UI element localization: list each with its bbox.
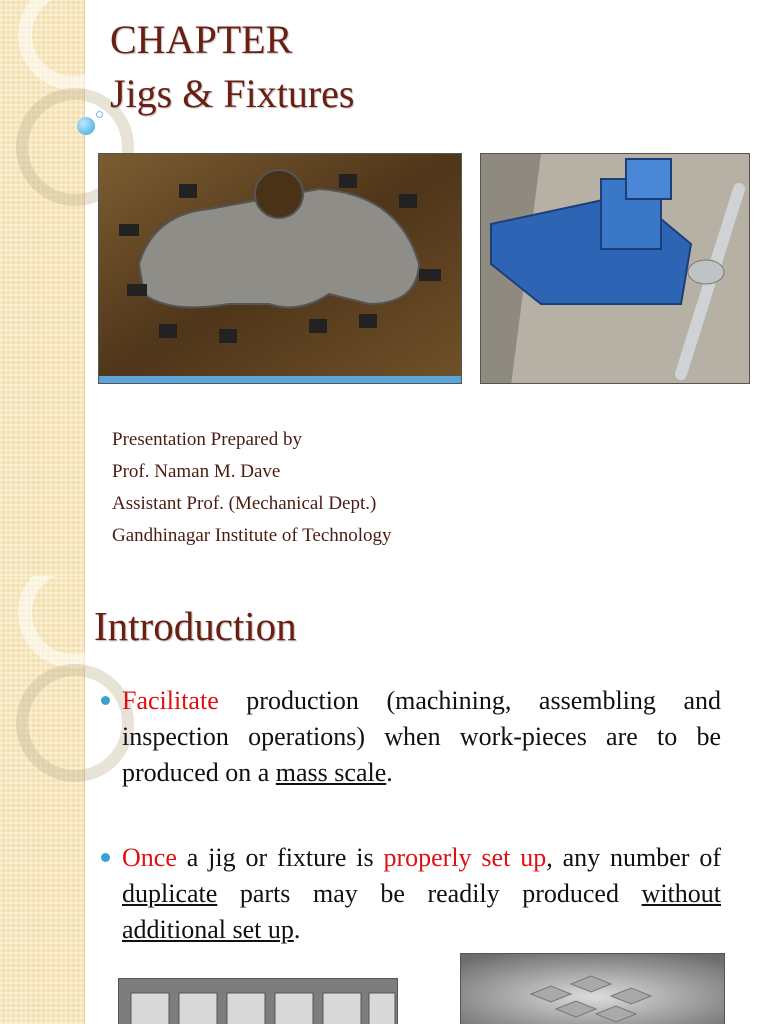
body-text: .: [386, 758, 393, 787]
chapter-label: CHAPTER: [110, 17, 293, 62]
parts-illustration: [119, 979, 398, 1024]
emphasis-text: Facilitate: [122, 686, 219, 715]
stamped-illustration: [461, 954, 725, 1024]
fixture-photo: [98, 153, 462, 384]
machined-parts-photo: [118, 978, 398, 1024]
bullet-point: [122, 683, 721, 791]
section-heading: Introduction: [94, 603, 297, 649]
body-text: , any number of: [546, 843, 721, 872]
body-text: .: [293, 915, 301, 944]
underlined-text: mass scale: [275, 758, 387, 787]
chapter-title: Jigs & Fixtures: [110, 71, 355, 116]
fixture-illustration: [99, 154, 462, 384]
credit-line: Prof. Naman M. Dave: [112, 461, 281, 482]
decorative-ring: [16, 664, 134, 782]
decorative-dot: [96, 111, 103, 118]
presenter-credits: [112, 424, 392, 552]
body-text: a jig or fixture is: [176, 843, 384, 872]
body-text: parts may be readily produced: [217, 879, 642, 908]
underlined-text: duplicate: [122, 879, 218, 908]
emphasis-text: Once: [122, 843, 177, 872]
credit-line: Assistant Prof. (Mechanical Dept.): [112, 493, 377, 514]
bullet-marker: [101, 696, 110, 705]
underlined-text: without additional set up: [122, 879, 721, 944]
emphasis-text: properly set up: [383, 843, 547, 872]
bench-vise-photo: [480, 153, 750, 384]
credit-line: Presentation Prepared by: [112, 429, 302, 450]
bullet-point: [122, 840, 721, 948]
bullet-marker: [101, 853, 110, 862]
credit-line: Gandhinagar Institute of Technology: [112, 525, 392, 546]
stamped-parts-photo: [460, 953, 725, 1024]
decorative-dot: [77, 117, 95, 135]
vise-illustration: [481, 154, 750, 384]
body-text: production (machining, assembling and inspection operations) when work-pieces are to be produced on a: [122, 686, 721, 787]
